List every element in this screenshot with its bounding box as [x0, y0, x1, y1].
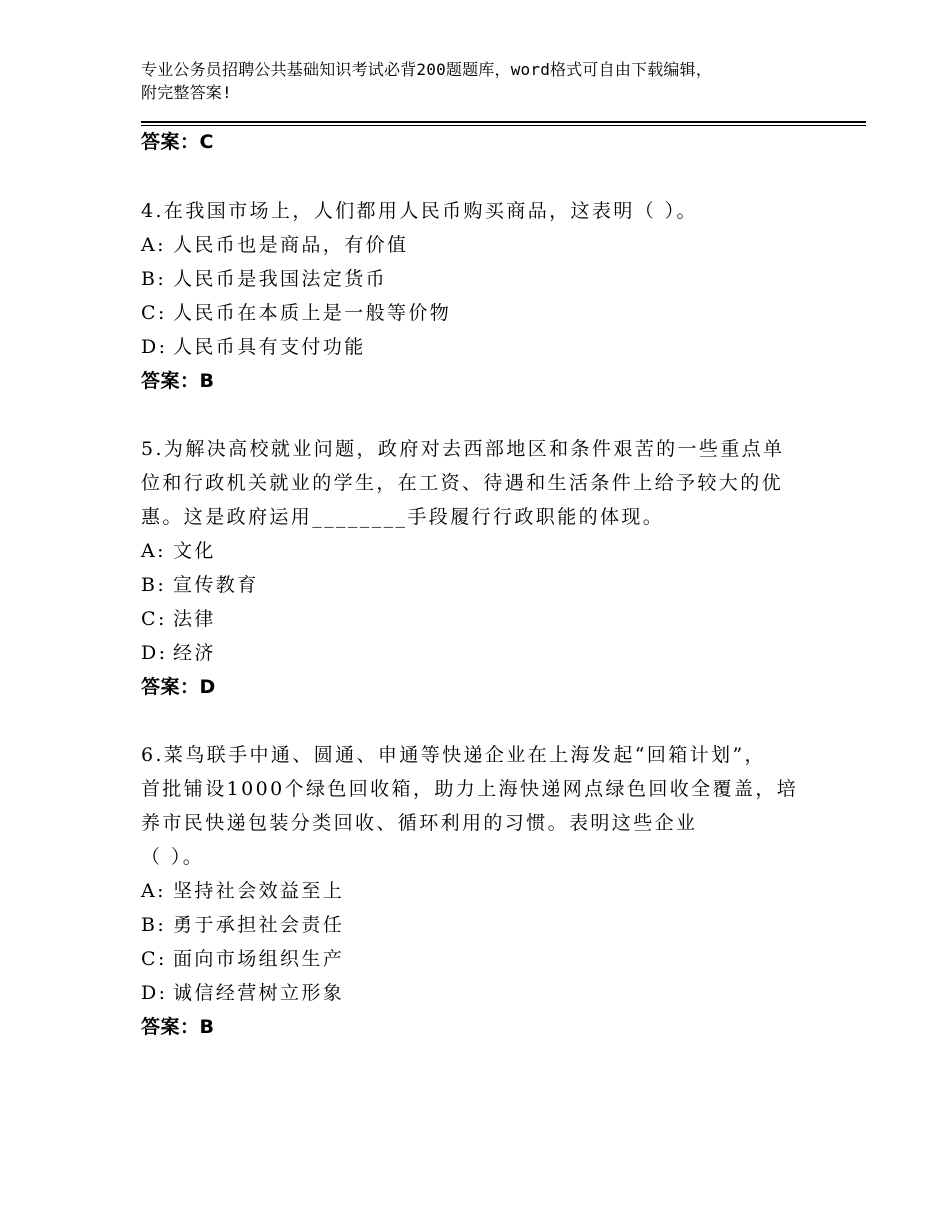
option-key: A:	[141, 880, 166, 902]
question-6-option-c	[141, 942, 821, 976]
question-4-option-b	[141, 262, 821, 296]
question-5	[141, 432, 821, 704]
option-key: C:	[141, 948, 167, 970]
question-4-option-a	[141, 228, 821, 262]
option-text: 坚持社会效益至上	[173, 880, 345, 902]
option-key: B:	[141, 574, 167, 596]
stem-line: 养市民快递包装分类回收、循环利用的习惯。表明这些企业	[141, 812, 698, 834]
question-5-option-d	[141, 636, 821, 670]
header-line-1: 专业公务员招聘公共基础知识考试必背200题题库，word格式可自由下载编辑，	[141, 60, 713, 79]
option-key: D:	[141, 982, 168, 1004]
stem-line: 首批铺设1000个绿色回收箱，助力上海快递网点绿色回收全覆盖，培	[141, 778, 799, 800]
option-key: B:	[141, 914, 167, 936]
option-key: C:	[141, 302, 167, 324]
question-4-stem	[141, 194, 821, 228]
stem-line: 6.菜鸟联手中通、圆通、申通等快递企业在上海发起“回箱计划”，	[141, 744, 766, 766]
stem-line: （ ）。	[141, 846, 205, 868]
question-6	[141, 738, 821, 1044]
option-text: 经济	[173, 642, 216, 664]
question-5-option-b	[141, 568, 821, 602]
option-key: A:	[141, 234, 166, 256]
option-text: 人民币是我国法定货币	[173, 268, 388, 290]
question-4	[141, 194, 821, 398]
document-header	[141, 58, 841, 104]
question-5-option-c	[141, 602, 821, 636]
option-text: 法律	[173, 608, 216, 630]
header-line-2: 附完整答案!	[141, 83, 232, 102]
question-6-option-b	[141, 908, 821, 942]
option-text: 文化	[173, 540, 216, 562]
option-text: 面向市场组织生产	[173, 948, 345, 970]
option-text: 宣传教育	[173, 574, 259, 596]
option-key: C:	[141, 608, 167, 630]
option-text: 人民币具有支付功能	[173, 336, 366, 358]
option-key: D:	[141, 336, 168, 358]
stem-line: 5.为解决高校就业问题，政府对去西部地区和条件艰苦的一些重点单	[141, 438, 785, 460]
question-5-option-a	[141, 534, 821, 568]
option-text: 勇于承担社会责任	[173, 914, 345, 936]
question-4-option-c	[141, 296, 821, 330]
question-6-stem	[141, 738, 821, 874]
option-key: B:	[141, 268, 167, 290]
question-6-option-a	[141, 874, 821, 908]
question-6-option-d	[141, 976, 821, 1010]
question-4-option-d	[141, 330, 821, 364]
option-text: 诚信经营树立形象	[173, 982, 345, 1004]
question-list	[141, 194, 821, 1078]
stem-line: 4.在我国市场上，人们都用人民币购买商品，这表明（ ）。	[141, 200, 698, 222]
header-rule-thick	[141, 121, 866, 123]
question-6-answer: 答案：B	[141, 1016, 215, 1038]
stem-line: 位和行政机关就业的学生，在工资、待遇和生活条件上给予较大的优	[141, 472, 784, 494]
option-key: D:	[141, 642, 168, 664]
option-text: 人民币在本质上是一般等价物	[173, 302, 452, 324]
question-4-answer: 答案：B	[141, 370, 215, 392]
option-key: A:	[141, 540, 166, 562]
previous-answer: 答案：C	[141, 131, 214, 153]
stem-line: 惠。这是政府运用________手段履行行政职能的体现。	[141, 506, 665, 528]
option-text: 人民币也是商品，有价值	[173, 234, 409, 256]
question-5-stem	[141, 432, 821, 534]
header-rule-thin	[141, 125, 866, 126]
question-5-answer: 答案：D	[141, 676, 216, 698]
